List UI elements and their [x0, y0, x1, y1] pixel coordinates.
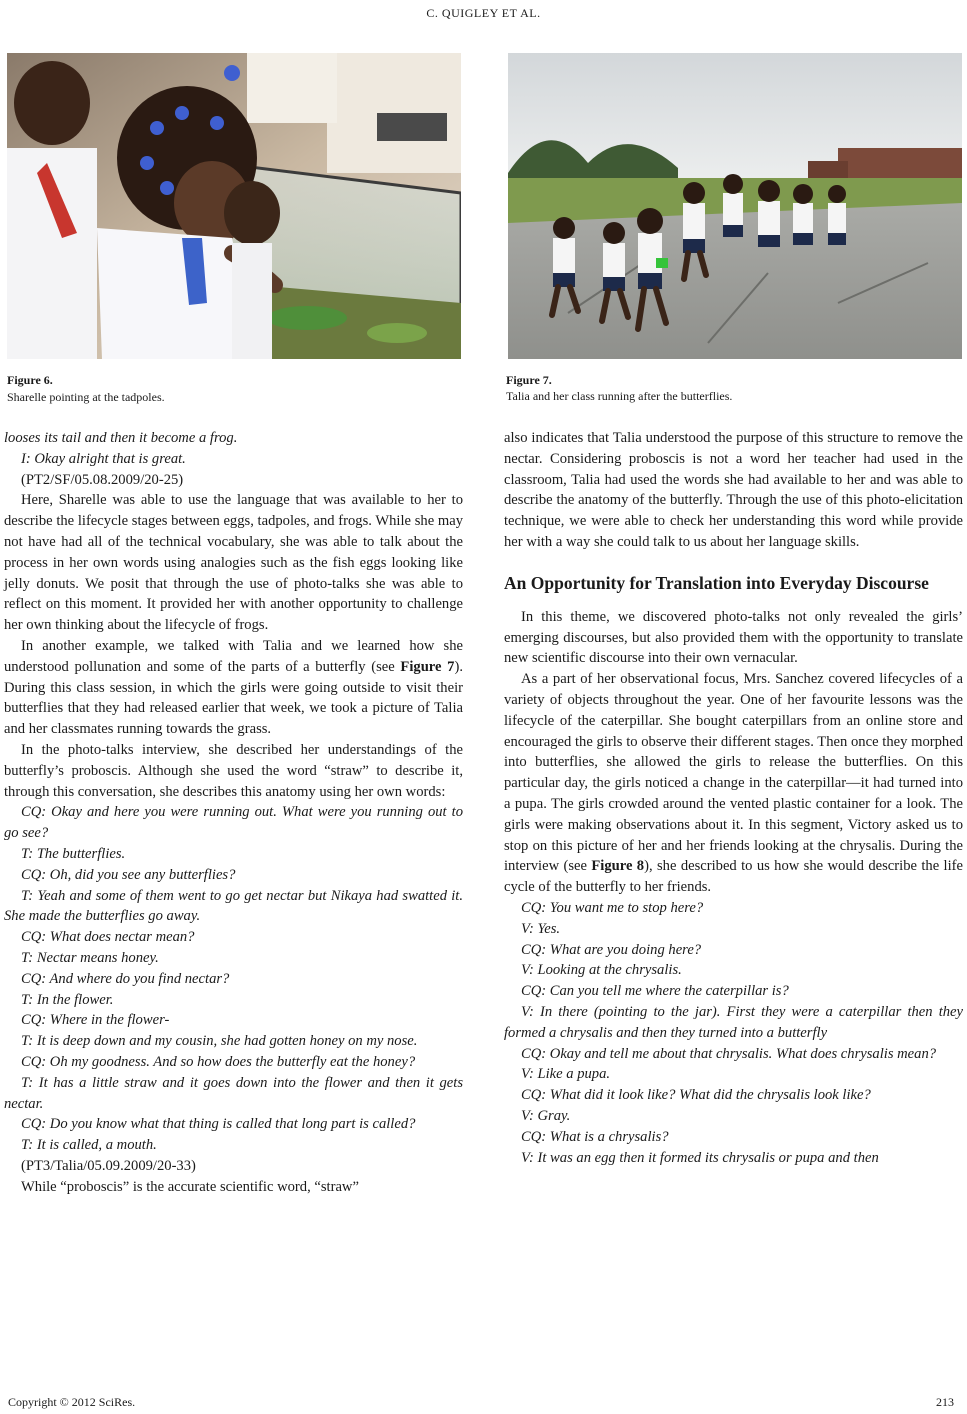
paragraph: looses its tail and then it become a frog.	[4, 430, 238, 446]
dialogue-line: CQ: Okay and tell me about that chrysalis. What does chrysalis mean?	[521, 1045, 937, 1062]
figure-8-reference[interactable]: Figure 8	[591, 858, 645, 875]
dialogue-line: T: It has a little straw and it goes down into the flower and then it gets nectar.	[4, 1074, 463, 1112]
dialogue-line: CQ: Okay and here you were running out. What were you running out to go see?	[4, 804, 463, 842]
dialogue-line: V: Gray.	[521, 1107, 571, 1124]
dialogue-line: V: Yes.	[521, 920, 561, 937]
dialogue-line: CQ: Do you know what that thing is called that long part is called?	[21, 1116, 416, 1133]
figure-6-label: Figure 6.	[7, 373, 53, 387]
dialogue-line: V: It was an egg then it formed its chrysalis or pupa and then	[521, 1149, 879, 1166]
dialogue-line: CQ: What are you doing here?	[521, 941, 702, 958]
dialogue-line: CQ: You want me to stop here?	[521, 899, 704, 916]
figure-7-photo	[508, 53, 962, 359]
dialogue-line: I: Okay alright that is great.	[21, 450, 186, 467]
citation: (PT3/Talia/05.09.2009/20-33)	[21, 1157, 196, 1174]
paragraph: also indicates that Talia understood the purpose of this structure to remove the nectar. Considering proboscis is not a word her teacher had used in the classroom, Talia had used the words she had available to her and was able to describe the anatomy of the butterfly. Through the use of this photo-elicitation technique, we were able to check her understanding this word while provide her with a way she could talk to us about her language skills.	[504, 430, 963, 550]
copyright-notice: Copyright © 2012 SciRes.	[8, 1395, 136, 1409]
section-heading: An Opportunity for Translation into Everyday Discourse	[504, 572, 929, 593]
dialogue-line: V: Like a pupa.	[521, 1066, 611, 1083]
paragraph: As a part of her observational focus, Mrs. Sanchez covered lifecycles of a variety of objects throughout the year. One of her favourite lessons was the lifecycle of the caterpillar. She bought caterpillars from an online store and encouraged the girls to observe their different stages. Then once they morphed into butterflies, she allowed the girls to release the butterflies. On this particular day, the girls noticed a change in the caterpillar—it had turned into a pupa. The girls crowded around the vented plastic container for a look. The girls were making observations about it. In this segment, Victory asked us to stop on this picture of her and her friends looking at the chrysalis. During the interview (see Figure 8), she described to us how she would describe the life cycle of the butterfly to her friends.	[504, 671, 963, 896]
figure-7-caption: Talia and her class running after the butterflies.	[506, 389, 733, 403]
dialogue-line: T: In the flower.	[21, 991, 114, 1008]
figure-7-label: Figure 7.	[506, 373, 552, 387]
dialogue-line: V: Looking at the chrysalis.	[521, 962, 682, 979]
figure-6-caption: Sharelle pointing at the tadpoles.	[7, 390, 165, 404]
dialogue-line: CQ: What did it look like? What did the chrysalis look like?	[521, 1087, 871, 1104]
paragraph: In another example, we talked with Talia and we learned how she understood pollunation and some of the parts of a butterfly (see Figure 7). During this class session, in which the girls were going outside to visit their butterflies that they had released earlier that week, we took a picture of Talia and her classmates running towards the grass.	[4, 637, 463, 738]
paragraph: Here, Sharelle was able to use the language that was available to her to describe the lifecycle stages between eggs, tadpoles, and frogs. While she may not have had all of the technical vocabulary, she was able to talk about the process in her own words using analogies such as the fish eggs looking like jelly donuts. We posit that through the use of photo-talks she was able to reflect on this moment. It provided her with another opportunity to challenge her own thinking about the lifecycle of frogs.	[4, 492, 463, 634]
citation: (PT2/SF/05.08.2009/20-25)	[21, 471, 184, 488]
figure-6-photo	[7, 53, 461, 359]
dialogue-line: CQ: What does nectar mean?	[21, 929, 195, 946]
paragraph: In the photo-talks interview, she described her understandings of the butterfly’s proboscis. Although she used the word “straw” to describe it, through this conversation, she describes this anatomy using her own words:	[4, 741, 463, 800]
dialogue-line: V: In there (pointing to the jar). First they were a caterpillar then they formed a chrysalis and then they turned into a butterfly	[504, 1003, 963, 1041]
left-column	[4, 428, 463, 1197]
dialogue-line: T: The butterflies.	[21, 845, 126, 862]
dialogue-line: T: It is deep down and my cousin, she had gotten honey on my nose.	[21, 1033, 418, 1050]
running-head: C. QUIGLEY ET AL.	[426, 6, 541, 20]
paragraph: While “proboscis” is the accurate scientific word, “straw”	[21, 1178, 359, 1195]
dialogue-line: CQ: Can you tell me where the caterpillar is?	[521, 983, 789, 1000]
dialogue-line: CQ: Oh my goodness. And so how does the butterfly eat the honey?	[21, 1053, 416, 1070]
figure-7-reference[interactable]: Figure 7	[400, 658, 455, 675]
dialogue-line: T: It is called, a mouth.	[21, 1137, 157, 1154]
dialogue-line: CQ: What is a chrysalis?	[521, 1128, 669, 1145]
dialogue-line: CQ: Where in the flower-	[21, 1012, 170, 1029]
dialogue-line: CQ: Oh, did you see any butterflies?	[21, 866, 236, 883]
page-number: 213	[936, 1395, 954, 1409]
right-column	[504, 428, 963, 1168]
dialogue-line: T: Nectar means honey.	[21, 949, 159, 966]
paragraph: In this theme, we discovered photo-talks not only revealed the girls’ emerging discourses, but also provided them with the opportunity to translate new scientific discourse into their own vernacular.	[504, 608, 963, 667]
dialogue-line: CQ: And where do you find nectar?	[21, 970, 230, 987]
dialogue-line: T: Yeah and some of them went to go get nectar but Nikaya had swatted it. She made the butterflies go away.	[4, 887, 463, 925]
